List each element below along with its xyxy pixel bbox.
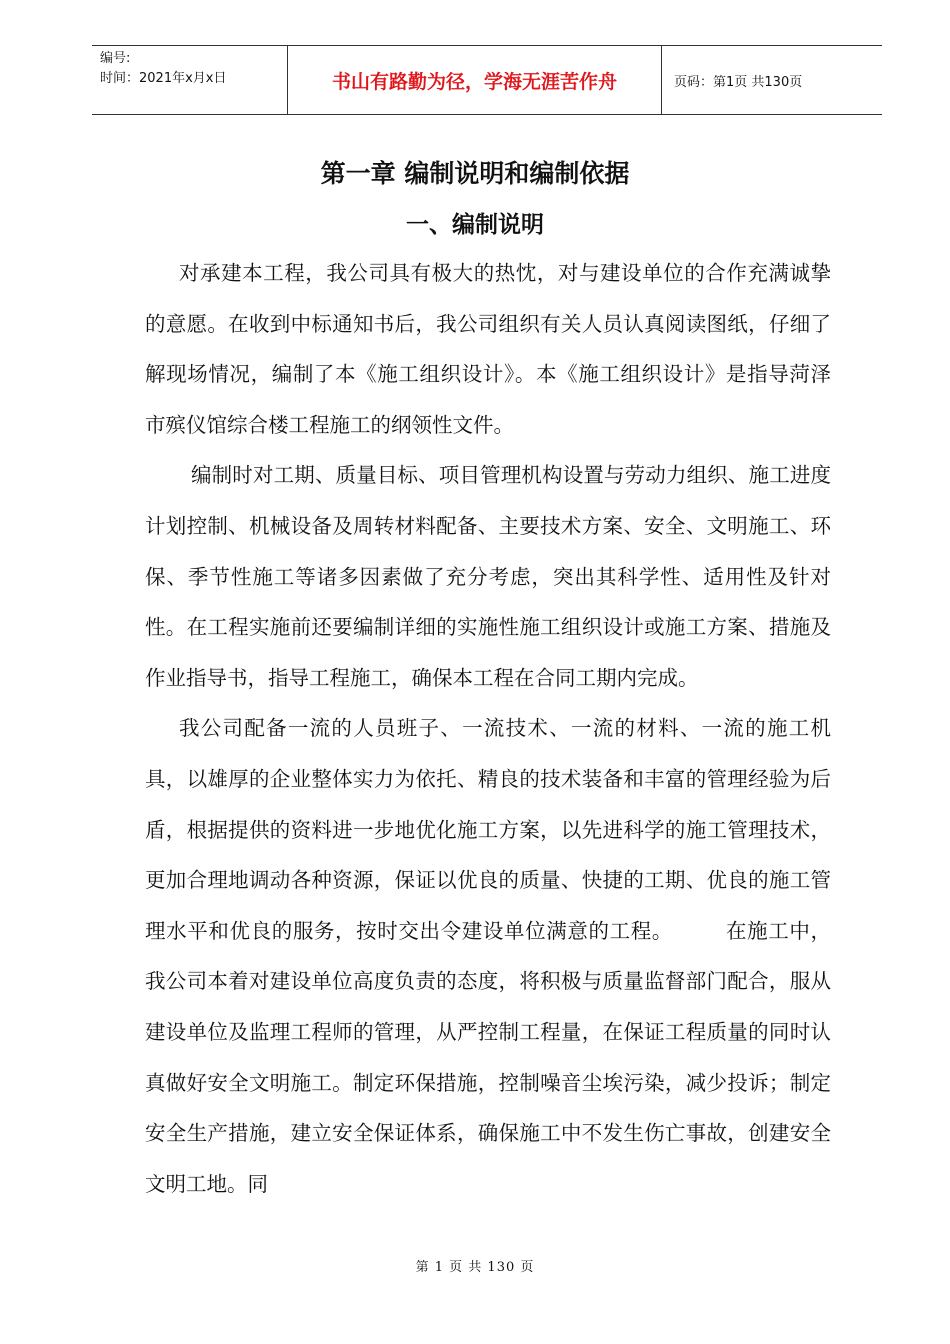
page-header — [92, 45, 882, 115]
header-motto: 书山有路勤为径，学海无涯苦作舟 — [288, 46, 662, 114]
document-time: 时间：2021年x月x日 — [100, 71, 227, 86]
header-page-info: 页码：第1页 共130页 — [674, 74, 803, 90]
page-footer: 第 1 页 共 130 页 — [415, 1260, 535, 1275]
chapter-title: 第一章 编制说明和编制依据 — [320, 159, 630, 188]
paragraph-2: 编制时对工期、质量目标、项目管理机构设置与劳动力组织、施工进度计划控制、机械设备及周转材料配备、主要技术方案、安全、文明施工、环保、季节性施工等诸多因素做了充分考虑，突出其科学性、适用性及针对性。在工程实施前还要编制详细的实施性施工组织设计或施工方案、措施及作业指导书，指导工程施工，确保本工程在合同工期内完成。 — [145, 463, 831, 690]
paragraph-1: 对承建本工程，我公司具有极大的热忱，对与建设单位的合作充满诚挚的意愿。在收到中标通知书后，我公司组织有关人员认真阅读图纸，仔细了解现场情况，编制了本《施工组织设计》。本《施工组织设计》是指导菏泽市殡仪馆综合楼工程施工的纲领性文件。 — [145, 261, 831, 437]
body-text — [145, 248, 831, 1209]
paragraph-3: 我公司配备一流的人员班子、一流技术、一流的材料、一流的施工机具，以雄厚的企业整体实力为依托、精良的技术装备和丰富的管理经验为后盾，根据提供的资料进一步地优化施工方案，以先进科学的施工管理技术，更加合理地调动各种资源，保证以优良的质量、快捷的工期、优良的施工管理水平和优良的服务，按时交出令建设单位满意的工程。 在施工中，我公司本着对建设单位高度负责的态度，将积极与质量监督部门配合，服从建设单位及监理工程师的管理，从严控制工程量，在保证工程质量的同时认真做好安全文明施工。制定环保措施，控制噪音尘埃污染，减少投诉；制定安全生产措施，建立安全保证体系，确保施工中不发生伤亡事故，创建安全文明工地。同 — [145, 716, 831, 1196]
section-title: 一、编制说明 — [406, 212, 544, 238]
header-meta — [92, 46, 288, 114]
document-number-label: 编号: — [100, 51, 131, 66]
